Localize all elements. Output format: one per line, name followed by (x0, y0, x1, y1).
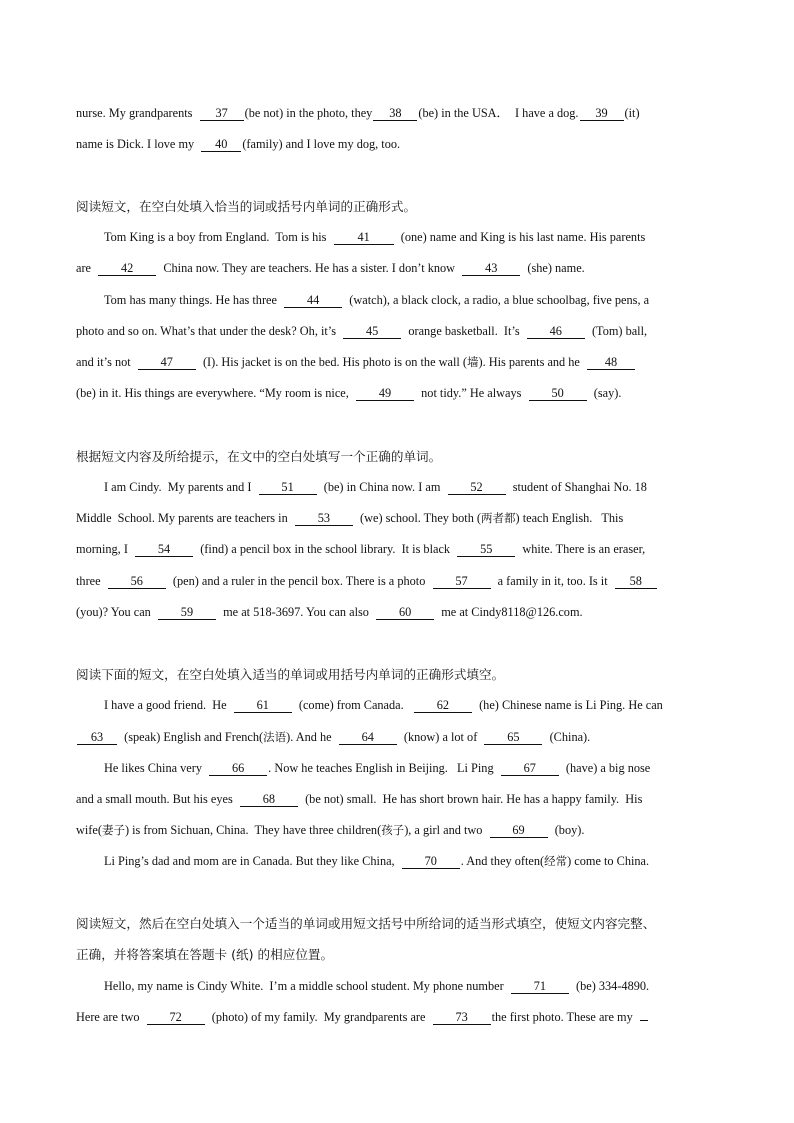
text-line (104, 479, 647, 495)
text-line (76, 510, 623, 526)
text-run: student of Shanghai No. 18 (506, 480, 647, 494)
text-run: (come) from Canada. (292, 698, 413, 712)
answer-blank[interactable]: 54 (135, 543, 193, 557)
text-run: (you)? You can (76, 605, 157, 619)
text-run: photo and so on. What’s that under the desk? Oh, it’s (76, 324, 343, 338)
answer-blank[interactable]: 70 (402, 855, 460, 869)
answer-blank[interactable]: 44 (284, 294, 342, 308)
text-line (76, 105, 640, 121)
text-run: 妻子 (101, 823, 125, 837)
answer-blank[interactable]: 53 (295, 512, 353, 526)
text-line (104, 697, 663, 713)
text-run: are (76, 261, 98, 275)
text-run: (speak) English and French( (118, 730, 264, 744)
answer-blank[interactable]: 46 (527, 325, 585, 339)
text-run: a family in it, too. Is it (491, 574, 614, 588)
text-line (76, 541, 645, 557)
text-run: (be) in China now. I am (317, 480, 447, 494)
text-run: (be) 334-4890. (569, 979, 650, 993)
text-line (76, 573, 658, 589)
text-run: not tidy.” He always (415, 386, 528, 400)
text-run: ) teach English. This (515, 511, 624, 525)
answer-blank[interactable]: 49 (356, 387, 414, 401)
answer-blank[interactable]: 50 (529, 387, 587, 401)
text-run: ). His parents and he (478, 355, 587, 369)
text-run: (say). (587, 386, 622, 400)
text-line (104, 292, 649, 308)
answer-blank[interactable]: 42 (98, 262, 156, 276)
text-run: and it’s not (76, 355, 137, 369)
text-line (76, 385, 621, 401)
text-line (76, 260, 585, 276)
text-run: (be not) small. He has short brown hair. He has a happy family. His (298, 792, 643, 806)
text-run: and a small mouth. But his eyes (76, 792, 239, 806)
answer-blank[interactable]: 37 (200, 107, 244, 121)
text-run: (watch), a black clock, a radio, a blue schoolbag, five pens, a (343, 293, 650, 307)
answer-blank[interactable]: 71 (511, 980, 569, 994)
text-run: the first photo. These are my (491, 1010, 639, 1024)
text-run: me at 518-3697. You can also (216, 605, 376, 619)
answer-blank[interactable]: 38 (373, 107, 417, 121)
section-instruction (76, 915, 655, 932)
text-run: 阅读短文，在空白处填入恰当的词或括号内单词的正确形式。 (76, 199, 417, 214)
text-run: 阅读短文，然后在空白处填入一个适当的单词或用短文括号中所给词的适当形式填空，使短文内容完整、 (76, 916, 656, 931)
text-run: 孩子 (381, 823, 405, 837)
text-run: Tom King is a boy from England. Tom is his (104, 230, 333, 244)
answer-blank[interactable]: 59 (158, 606, 216, 620)
text-run: (she) name. (521, 261, 585, 275)
answer-blank[interactable]: 67 (501, 762, 559, 776)
answer-blank[interactable]: 64 (339, 731, 397, 745)
answer-blank[interactable]: 43 (462, 262, 520, 276)
text-run: 经常 (544, 854, 568, 868)
answer-blank[interactable]: 73 (433, 1011, 491, 1025)
text-run: ). And he (286, 730, 338, 744)
text-line (104, 978, 649, 994)
text-line (104, 853, 649, 869)
text-run: Middle School. My parents are teachers in (76, 511, 294, 525)
answer-blank[interactable]: 56 (108, 575, 166, 589)
text-run: Hello, my name is Cindy White. I’m a middle school student. My phone number (104, 979, 510, 993)
text-run: (one) name and King is his last name. His parents (394, 230, 646, 244)
text-run: (family) and I love my dog, too. (242, 137, 401, 151)
answer-blank[interactable]: 66 (209, 762, 267, 776)
text-run: Tom has many things. He has three (104, 293, 284, 307)
text-run: 根据短文内容及所给提示，在文中的空白处填写一个正确的单词。 (76, 449, 442, 464)
text-run: ), a girl and two (404, 823, 489, 837)
answer-blank[interactable]: 52 (448, 481, 506, 495)
section-instruction (76, 448, 441, 465)
answer-blank[interactable]: 57 (433, 575, 491, 589)
answer-blank[interactable]: 69 (490, 824, 548, 838)
text-run: three (76, 574, 107, 588)
text-run: ) is from Sichuan, China. They have three children( (124, 823, 382, 837)
text-run: (be) in the USA． I have a dog. (418, 106, 579, 120)
text-run: He likes China very (104, 761, 209, 775)
answer-blank[interactable] (640, 1020, 648, 1021)
text-line (76, 604, 583, 620)
text-run: I am Cindy. My parents and I (104, 480, 258, 494)
text-run: (China). (543, 730, 591, 744)
section-instruction (76, 666, 504, 683)
answer-blank[interactable]: 65 (484, 731, 542, 745)
text-run: (have) a big nose (559, 761, 651, 775)
text-run: morning, I (76, 542, 135, 556)
text-line (76, 323, 647, 339)
text-run: (know) a lot of (397, 730, 484, 744)
answer-blank[interactable]: 39 (580, 107, 624, 121)
answer-blank[interactable]: 55 (457, 543, 515, 557)
text-run: white. There is an eraser, (516, 542, 646, 556)
text-run: 阅读下面的短文，在空白处填入适当的单词或用括号内单词的正确形式填空。 (76, 667, 505, 682)
answer-blank[interactable]: 60 (376, 606, 434, 620)
text-run: me at Cindy8118@126.com. (435, 605, 583, 619)
text-run: Here are two (76, 1010, 146, 1024)
text-run: (he) Chinese name is Li Ping. He can (472, 698, 663, 712)
text-run: Li Ping’s dad and mom are in Canada. But they like China, (104, 854, 401, 868)
answer-blank[interactable]: 72 (147, 1011, 205, 1025)
text-run: 墙 (466, 355, 479, 369)
text-run: wife( (76, 823, 102, 837)
text-run: (we) school. They both ( (353, 511, 482, 525)
answer-blank[interactable]: 61 (234, 699, 292, 713)
answer-blank[interactable]: 58 (615, 575, 657, 589)
text-run: (boy). (548, 823, 585, 837)
text-run: I have a good friend. He (104, 698, 233, 712)
answer-blank[interactable]: 45 (343, 325, 401, 339)
text-line (76, 354, 636, 370)
text-line (76, 822, 584, 838)
answer-blank[interactable]: 47 (138, 356, 196, 370)
answer-blank[interactable]: 41 (334, 231, 394, 245)
text-run: (be) in it. His things are everywhere. “My room is nice, (76, 386, 355, 400)
text-line (76, 136, 400, 152)
text-run: (be not) in the photo, they (244, 106, 373, 120)
section-instruction (76, 946, 333, 963)
text-run: (it) (624, 106, 640, 120)
text-line (76, 1009, 649, 1025)
text-run: 正确，并将答案填在答题卡 (纸) 的相应位置。 (76, 947, 334, 962)
text-run: (I). His jacket is on the bed. His photo is on the wall ( (196, 355, 467, 369)
text-run: (photo) of my family. My grandparents are (205, 1010, 432, 1024)
text-run: (Tom) ball, (585, 324, 648, 338)
text-run: name is Dick. I love my (76, 137, 201, 151)
text-run: ) come to China. (567, 854, 650, 868)
text-line (104, 760, 650, 776)
text-run: (pen) and a ruler in the pencil box. There is a photo (166, 574, 432, 588)
text-line (76, 791, 642, 807)
text-run: orange basketball. It’s (402, 324, 526, 338)
text-run: China now. They are teachers. He has a sister. I don’t know (157, 261, 462, 275)
answer-blank[interactable]: 40 (201, 138, 241, 152)
answer-blank[interactable]: 62 (414, 699, 472, 713)
answer-blank[interactable]: 48 (587, 356, 635, 370)
answer-blank[interactable]: 51 (259, 481, 317, 495)
text-run: 两者都 (481, 511, 516, 525)
answer-blank[interactable]: 68 (240, 793, 298, 807)
text-line (104, 229, 645, 245)
text-run: (find) a pencil box in the school library. It is black (194, 542, 457, 556)
text-run: nurse. My grandparents (76, 106, 199, 120)
text-run: . And they often( (460, 854, 545, 868)
text-line (76, 729, 590, 745)
answer-blank[interactable]: 63 (77, 731, 117, 745)
section-instruction (76, 198, 416, 215)
text-run: 法语 (263, 730, 287, 744)
text-run: . Now he teaches English in Beijing. Li Ping (268, 761, 500, 775)
